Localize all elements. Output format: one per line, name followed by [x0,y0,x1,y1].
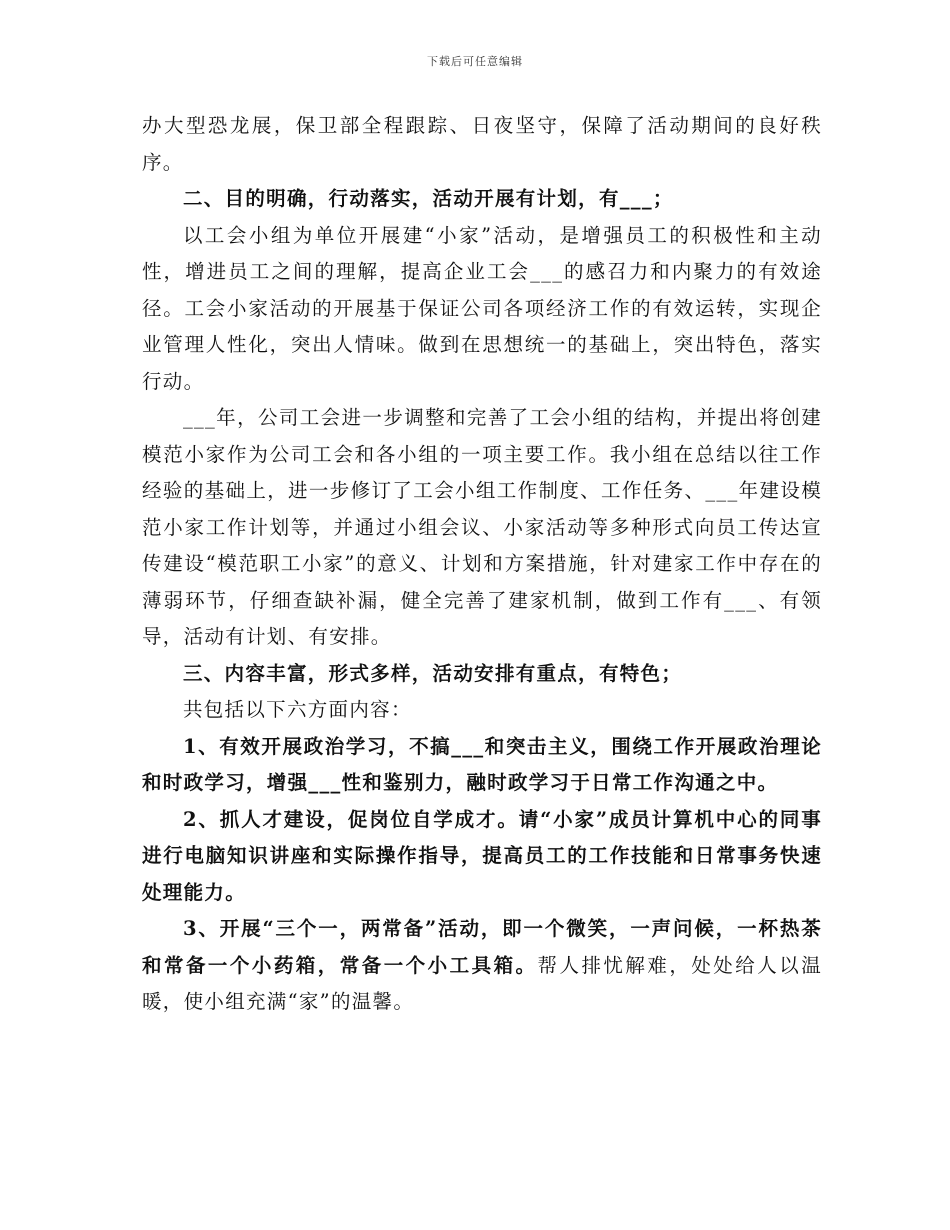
paragraph-union-group: 以工会小组为单位开展建“小家”活动，是增强员工的积极性和主动性，增进员工之间的理解，提高企业工会___的感召力和内聚力的有效途径。工会小家活动的开展基于保证公司各项经济工作的有效运转，实现企业管理人性化，突出人情味。做到在思想统一的基础上，突出特色，落实行动。 [142,223,822,393]
list-item-2: 2、抓人才建设，促岗位自学成才。请“小家”成员计算机中心的同事进行电脑知识讲座和实际操作指导，提高员工的工作技能和日常事务快速处理能力。 [142,807,822,904]
paragraph-six-aspects: 共包括以下六方面内容： [182,698,412,721]
paragraph-continued: 办大型恐龙展，保卫部全程跟踪、日夜坚守，保障了活动期间的良好秩序。 [142,114,822,174]
document-body [142,108,822,1021]
list-item-1: 1、有效开展政治学习，不搞___和突击主义，围绕工作开展政治理论和时政学习，增强___性和鉴别力，融时政学习于日常工作沟通之中。 [142,734,822,794]
section-heading-2: 二、目的明确，行动落实，活动开展有计划，有___； [182,187,674,210]
page-header: 下载后可任意编辑 [427,55,523,68]
paragraph-union-structure: ___年，公司工会进一步调整和完善了工会小组的结构，并提出将创建模范小家作为公司工会和各小组的一项主要工作。我小组在总结以往工作经验的基础上，进一步修订了工会小组工作制度、工作任务、___年建设模范小家工作计划等，并通过小组会议、小家活动等多种形式向员工传达宣传建设“模范职工小家”的意义、计划和方案措施，针对建家工作中存在的薄弱环节，仔细查缺补漏，健全完善了建家机制，做到工作有___、有领导，活动有计划、有安排。 [142,406,822,648]
list-item-3 [142,911,822,1021]
list-item-3-bold: 3、开展“三个一，两常备”活动，即一个微笑，一声问候，一杯热茶和常备一个小药箱，常备一个小工具箱。 [142,917,822,977]
list-item-3-regular: 帮人排忧解难，处处给人以温暖，使小组充满“家”的温馨。 [142,953,822,1013]
section-heading-3: 三、内容丰富，形式多样，活动安排有重点，有特色； [182,661,683,685]
